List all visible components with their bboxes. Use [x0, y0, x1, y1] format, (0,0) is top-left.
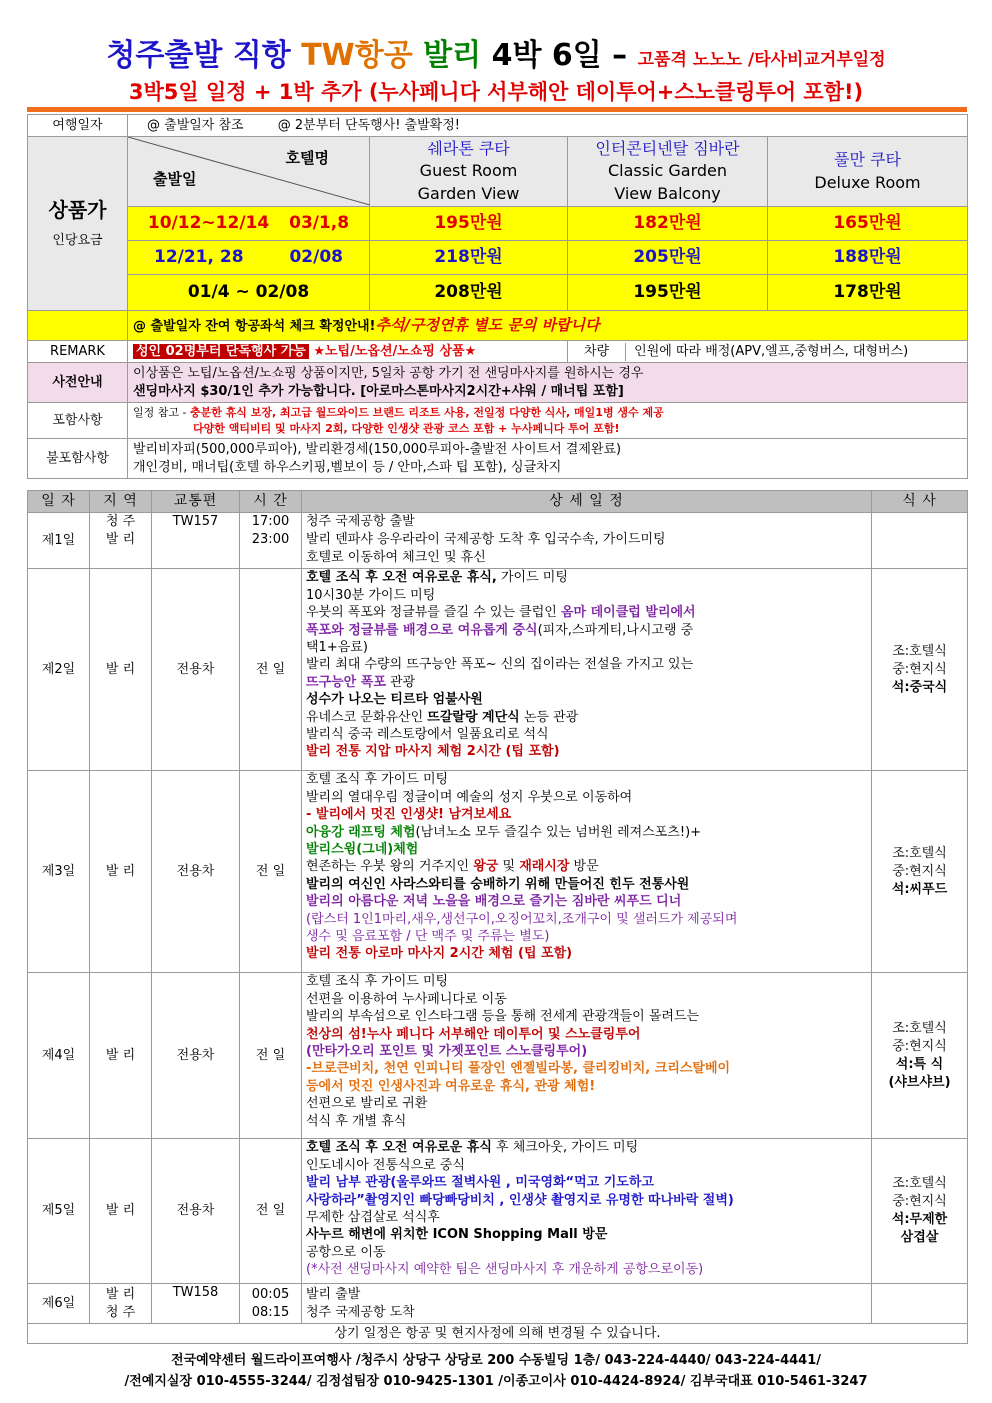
- day-label: 제5일: [28, 1139, 90, 1284]
- footer-line1: 전국예약센터 월드라이프여행사 /청주시 상당구 상당로 200 수동빌딩 1층/ 043-224-4440/ 043-224-4441/: [170, 1353, 822, 1368]
- include-line1: 충분한 휴식 보장, 최고급 월드와이드 브랜드 리조트 사용, 전일정 다양한 식사, 매일1병 생수 제공: [189, 406, 664, 420]
- header-departure: 출발일: [153, 170, 197, 188]
- notice-red: 추석/구정연휴 별도 문의 바랍니다: [375, 316, 600, 335]
- date-extra: 02/08: [289, 246, 343, 267]
- date-extra: 03/1,8: [289, 212, 350, 233]
- header-diagonal-cell: [128, 137, 370, 207]
- price-cell: 205만원: [568, 241, 768, 275]
- hotel-pullman: [768, 137, 968, 207]
- day-label: 제4일: [28, 973, 90, 1139]
- meal-cell: 조:호텔식 중:현지식 석:특 식 (샤브샤브): [872, 973, 968, 1139]
- price-cell: 195만원: [370, 207, 568, 241]
- date-range: 12/21, 28: [153, 246, 244, 267]
- remark-highlight: 성인 02명부터 단독행사 가능: [133, 344, 309, 359]
- room-view: View Balcony: [614, 183, 721, 203]
- travel-date-note1: @ 출발일자 참조: [147, 117, 244, 133]
- vehicle-cell: [568, 341, 968, 363]
- region-cell: 발 리 청 주: [90, 1284, 152, 1324]
- room-type: Deluxe Room: [814, 172, 921, 192]
- date-cell: 01/4 ~ 02/08: [128, 275, 370, 311]
- vehicle-label: 차량: [568, 343, 626, 361]
- region-cell: 발 리: [90, 569, 152, 771]
- time-cell: 전 일: [240, 771, 302, 973]
- time-cell: 00:05 08:15: [240, 1284, 302, 1324]
- header-hotel-name: 호텔명: [285, 149, 329, 167]
- schedule-row-day5: [28, 1139, 968, 1284]
- include-label: 포함사항: [28, 403, 128, 439]
- price-cell: 218만원: [370, 241, 568, 275]
- price-cell: 195만원: [568, 275, 768, 311]
- date-range: 10/12~12/14: [147, 212, 270, 233]
- price-cell: 182만원: [568, 207, 768, 241]
- transport-cell: 전용차: [152, 569, 240, 771]
- detail-cell: 호텔 조식 후 오전 여유로운 휴식, 가이드 미팅 10시30분 가이드 미팅 우붓의 폭포와 정글뷰를 즐길 수 있는 클럽인 옴마 데이클럽 발리에서 폭포와 정글뷰를 배경으로 여유롭게 중식(피자,스파게티,나시고랭 중 택1+음료) 발리 최대 수량의 뜨구능안 폭포~ 신의 집이라는 전설을 가지고 있는 뜨구능안 폭포 관광 성수가 나오는 티르타 엄불사원 유네스코 문화유산인 뜨갈랄랑 계단식 논등 관광 발리식 중국 레스토랑에서 일품요리로 석식 발리 전통 지압 마사지 체험 2시간 (팁 포함): [302, 569, 872, 771]
- title-part3: 발리: [423, 38, 482, 73]
- notice-cell: [128, 311, 968, 341]
- exclude-label: 불포함사항: [28, 439, 128, 479]
- remark-red: ★노팁/노옵션/노쇼핑 상품★: [308, 343, 477, 359]
- advance-line1: 이상품은 노팁/노옵션/노쇼핑 상품이지만, 5일차 공항 가기 전 샌딩마사지를 원하시는 경우: [133, 365, 644, 381]
- time-cell: 17:00 23:00: [240, 513, 302, 569]
- price-cell: 178만원: [768, 275, 968, 311]
- include-cell: [128, 403, 968, 439]
- detail-cell: 청주 국제공항 출발 발리 덴파샤 응우라라이 국제공항 도착 후 입국수속, 가이드미팅 호텔로 이동하여 체크인 및 휴신: [302, 513, 872, 569]
- date-cell: [128, 241, 370, 275]
- room-type: Classic Garden: [607, 161, 728, 181]
- per-person-label: 인당요금: [52, 233, 103, 249]
- room-view: Garden View: [417, 183, 520, 203]
- footer-line2: /전예지실장 010-4555-3244/ 김정섭팀장 010-9425-1301 /이종고이사 010-4424-8924/ 김부국대표 010-5461-3247: [124, 1374, 868, 1389]
- time-cell: 전 일: [240, 569, 302, 771]
- time-cell: 전 일: [240, 1139, 302, 1284]
- notice-text: @ 출발일자 잔여 항공좌석 체크 확정안내!: [133, 319, 376, 335]
- region-cell: 발 리: [90, 973, 152, 1139]
- include-prefix: 일정 참고 -: [133, 406, 190, 420]
- remark-cell: [128, 341, 568, 363]
- col-header-region: 지 역: [90, 491, 152, 513]
- title-part2: TW항공: [301, 38, 413, 73]
- advance-cell: [128, 363, 968, 403]
- price-cell: 188만원: [768, 241, 968, 275]
- vehicle-value: 인원에 따라 배정(APV,엘프,중형버스, 대형버스): [634, 343, 909, 359]
- transport-cell: TW157: [152, 513, 240, 569]
- title-sub: 고품격 노노노 /타사비교거부일정: [637, 50, 886, 70]
- detail-cell: 발리 출발 청주 국제공항 도착: [302, 1284, 872, 1324]
- page-title: [0, 30, 992, 74]
- day-label: 제3일: [28, 771, 90, 973]
- region-cell: 발 리: [90, 1139, 152, 1284]
- title-part4: 4박 6일: [491, 38, 602, 73]
- schedule-row-day6: [28, 1284, 968, 1324]
- travel-date-label: 여행일자: [28, 115, 128, 137]
- detail-cell: 호텔 조식 후 오전 여유로운 휴식 후 체크아웃, 가이드 미팅 인도네시아 전통식으로 중식 발리 남부 관광(울루와뜨 절벽사원 , 미국영화“먹고 기도하고 사랑하라”촬영지인 빠당빠당비치 , 인생샷 촬영지로 유명한 따나바락 절벽) 무제한 삼겹살로 석식후 사누르 해변에 위치한 ICON Shopping Mall 방문 공항으로 이동 (*사전 샌딩마사지 예약한 팀은 샌딩마사지 후 개운하게 공항으로이동): [302, 1139, 872, 1284]
- schedule-row-day2: [28, 569, 968, 771]
- meal-cell: 조:호텔식 중:현지식 석:중국식: [872, 569, 968, 771]
- transport-cell: 전용차: [152, 771, 240, 973]
- price-cell: 208만원: [370, 275, 568, 311]
- transport-cell: 전용차: [152, 1139, 240, 1284]
- meal-cell: 조:호텔식 중:현지식 석:무제한 삼겹살: [872, 1139, 968, 1284]
- hotel-intercontinental: [568, 137, 768, 207]
- col-header-transport: 교통편: [152, 491, 240, 513]
- col-header-day: 일 자: [28, 491, 90, 513]
- date-cell: [128, 207, 370, 241]
- time-cell: 전 일: [240, 973, 302, 1139]
- exclude-line1: 발리비자피(500,000루피아), 발리환경세(150,000루피아-출발전 사이트서 결제완료): [133, 441, 622, 457]
- product-price-label: 상품가: [48, 197, 107, 222]
- day-label: 제1일: [28, 513, 90, 569]
- schedule-note: 상기 일정은 항공 및 현지사정에 의해 변경될 수 있습니다.: [28, 1324, 968, 1344]
- schedule-row-day4: [28, 973, 968, 1139]
- day-label: 제6일: [28, 1284, 90, 1324]
- advance-line2: 샌딩마사지 $30/1인 추가 가능합니다. [아로마스톤마사지2시간+샤워 / 매너팁 포함]: [133, 383, 624, 399]
- schedule-row-day1: [28, 513, 968, 569]
- hotel-sheraton: [370, 137, 568, 207]
- title-divider: [27, 107, 967, 112]
- hotel-name: 쉐라톤 쿠타: [427, 139, 510, 158]
- meal-cell: 조:호텔식 중:현지식 석:씨푸드: [872, 771, 968, 973]
- region-cell: 청 주 발 리: [90, 513, 152, 569]
- title-part1: 청주출발 직항: [106, 38, 291, 73]
- region-cell: 발 리: [90, 771, 152, 973]
- product-price-cell: [28, 137, 128, 311]
- room-type: Guest Room: [419, 161, 518, 181]
- page-subtitle: 3박5일 일정 + 1박 추가 (누사페니다 서부해안 데이투어+스노클링투어 포함!): [128, 80, 864, 104]
- travel-date-notes: [128, 115, 968, 137]
- col-header-detail: 상 세 일 정: [302, 491, 872, 513]
- exclude-line2: 개인경비, 매너팁(호텔 하우스키핑,벨보이 등 / 안마,스파 팁 포함), 싱글차지: [133, 459, 562, 475]
- schedule-row-day3: [28, 771, 968, 973]
- transport-cell: TW158: [152, 1284, 240, 1324]
- price-info-table: [27, 114, 968, 479]
- detail-cell: 호텔 조식 후 가이드 미팅 발리의 열대우림 정글이며 예술의 성지 우붓으로 이동하여 - 발리에서 멋진 인생샷! 남겨보세요 아융강 래프팅 체험(남녀노소 모두 즐길수 있는 넘버원 레져스포츠!)+ 발리스윙(그네)체험 현존하는 우붓 왕의 거주지인 왕궁 및 재래시장 방문 발리의 여신인 사라스와티를 숭배하기 위해 만들어진 힌두 전통사원 발리의 아름다운 저녁 노을을 배경으로 즐기는 짐바란 씨푸드 디너 (랍스터 1인1마리,새우,생선구이,오징어꼬치,조개구이 및 샐러드가 제공되며 생수 및 음료포함 / 단 맥주 및 주류는 별도) 발리 전통 아로마 마사지 2시간 체험 (팁 포함): [302, 771, 872, 973]
- col-header-time: 시 간: [240, 491, 302, 513]
- day-label: 제2일: [28, 569, 90, 771]
- hotel-name: 풀만 쿠타: [834, 150, 901, 170]
- remark-label: REMARK: [28, 341, 128, 363]
- exclude-cell: [128, 439, 968, 479]
- detail-cell: 호텔 조식 후 가이드 미팅 선편을 이용하여 누사페니다로 이동 발리의 부속섬으로 인스타그램 등을 통해 전세계 관광객들이 몰려드는 천상의 섬!누사 페니다 서부해안 데이투어 및 스노클링투어 (만타가오리 포인트 및 가젯포인트 스노클링투어) -브로큰비치, 천연 인피니티 풀장인 엔젤빌라봉, 클리킹비치, 크리스탈베이 등에서 멋진 인생사진과 여유로운 휴식, 관광 체험! 선편으로 발리로 귀환 석식 후 개별 휴식: [302, 973, 872, 1139]
- hotel-name: 인터콘티넨탈 짐바란: [595, 139, 740, 158]
- title-dash: –: [601, 38, 638, 73]
- include-line2: 다양한 액티비티 및 마사지 2회, 다양한 인생샷 관광 코스 포함 + 누사페니다 투어 포함!: [193, 421, 620, 435]
- transport-cell: 전용차: [152, 973, 240, 1139]
- schedule-table: [27, 490, 968, 1344]
- travel-date-note2: @ 2분부터 단독행사! 출발확정!: [277, 117, 460, 133]
- price-cell: 165만원: [768, 207, 968, 241]
- col-header-meal: 식 사: [872, 491, 968, 513]
- advance-label: 사전안내: [28, 363, 128, 403]
